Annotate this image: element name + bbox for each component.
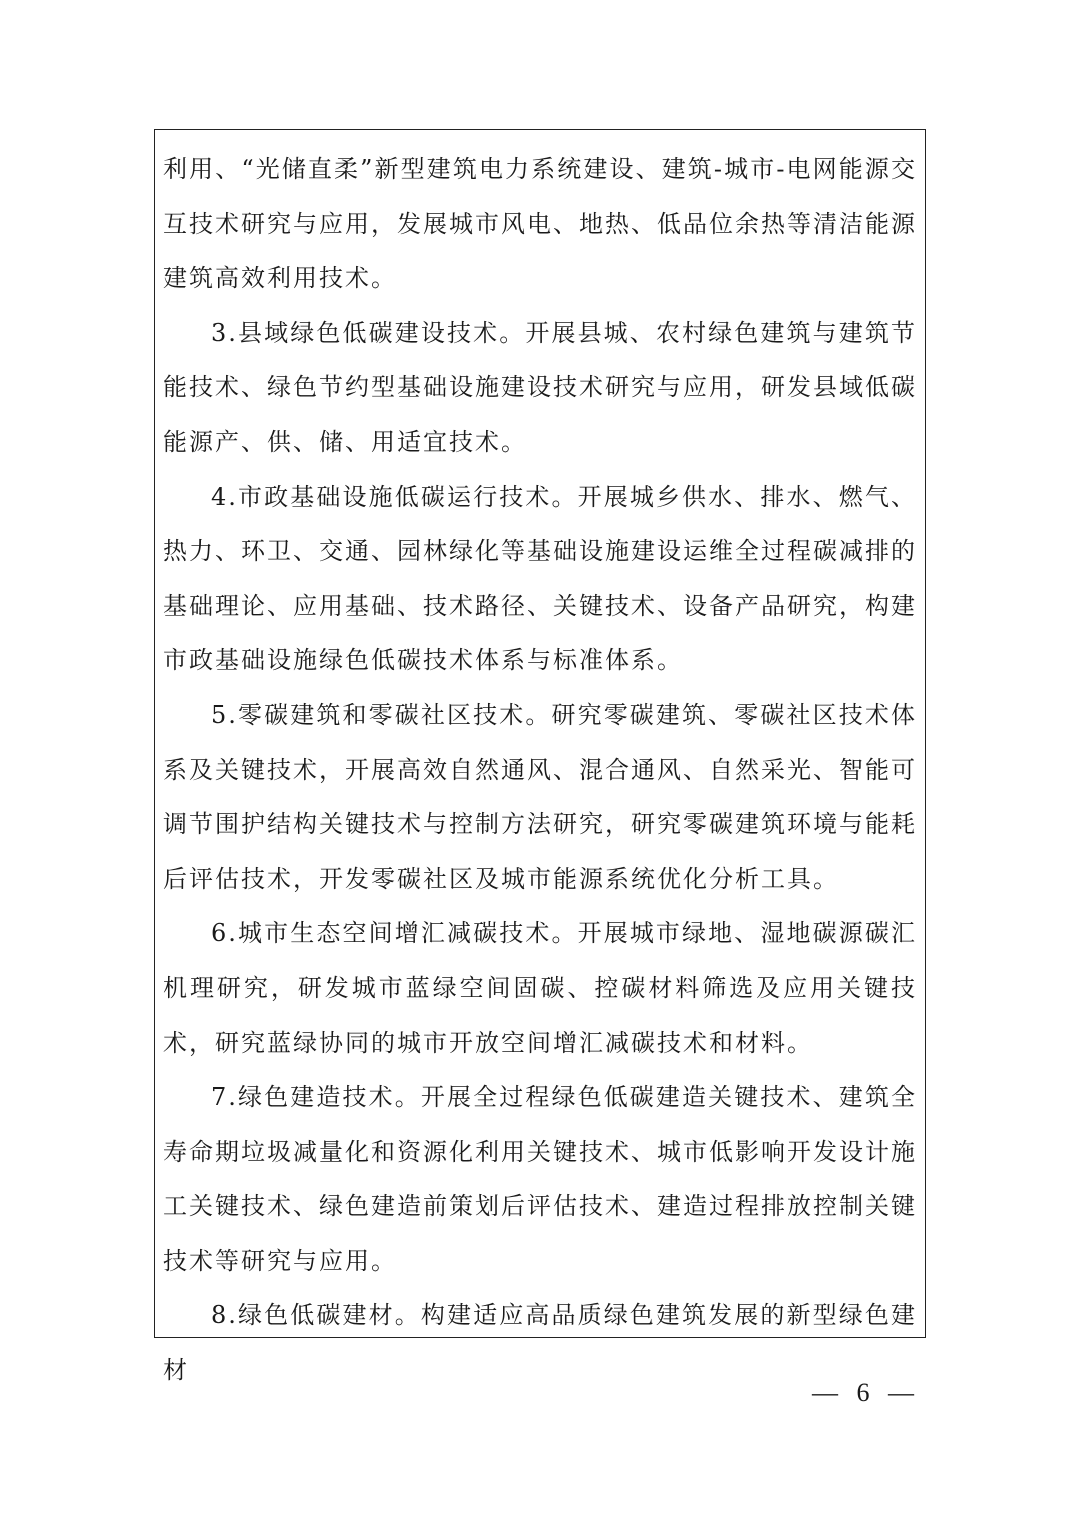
paragraph-heading: 6.城市生态空间增汇减碳技术。: [211, 919, 578, 948]
paragraph-text: 构建适应高品质绿色建筑发展的新型绿色建材: [163, 1301, 917, 1385]
paragraph-text: 开展全过程绿色低碳建造关键技术、建筑全寿命期垃圾减量化和资源化利用关键技术、城市低影响开发设计施工关键技术、绿色建造前策划后评估技术、建造过程排放控制关键技术等研究与应用。: [163, 1083, 917, 1275]
paragraph-text: 研究零碳建筑、零碳社区技术体系及关键技术，开展高效自然通风、混合通风、自然采光、智能可调节围护结构关键技术与控制方法研究，研究零碳建筑环境与能耗后评估技术，开发零碳社区及城市能源系统优化分析工具。: [163, 700, 917, 893]
paragraph-text: 开展县城、农村绿色建筑与建筑节能技术、绿色节约型基础设施建设技术研究与应用，研发县域低碳能源产、供、储、用适宜技术。: [163, 318, 917, 456]
paragraph-heading: 8.绿色低碳建材。: [211, 1301, 421, 1330]
paragraph-item-8: [163, 1288, 917, 1397]
paragraph-continuation: [163, 142, 917, 306]
paragraph-heading: 3.县域绿色低碳建设技术。: [211, 318, 526, 347]
paragraph-item-6: [163, 906, 917, 1070]
paragraph-text: 利用、“光储直柔”新型建筑电力系统建设、建筑-城市-电网能源交互技术研究与应用，发展城市风电、地热、低品位余热等清洁能源建筑高效利用技术。: [163, 155, 917, 293]
paragraph-heading: 7.绿色建造技术。: [211, 1083, 421, 1112]
paragraph-item-7: [163, 1070, 917, 1288]
paragraph-text: 开展城市绿地、湿地碳源碳汇机理研究，研发城市蓝绿空间固碳、控碳材料筛选及应用关键技术，研究蓝绿协同的城市开放空间增汇减碳技术和材料。: [163, 919, 918, 1057]
page-number: — 6 —: [812, 1378, 920, 1407]
paragraph-heading: 4.市政基础设施低碳运行技术。: [211, 482, 578, 511]
paragraph-text: 开展城乡供水、排水、燃气、热力、环卫、交通、园林绿化等基础设施建设运维全过程碳减排的基础理论、应用基础、技术路径、关键技术、设备产品研究，构建市政基础设施绿色低碳技术体系与标准体系。: [163, 482, 918, 675]
paragraph-item-5: [163, 688, 917, 906]
content-frame: [154, 129, 926, 1385]
paragraph-item-4: [163, 470, 917, 688]
paragraph-heading: 5.零碳建筑和零碳社区技术。: [211, 700, 552, 729]
paragraph-item-3: [163, 306, 917, 470]
